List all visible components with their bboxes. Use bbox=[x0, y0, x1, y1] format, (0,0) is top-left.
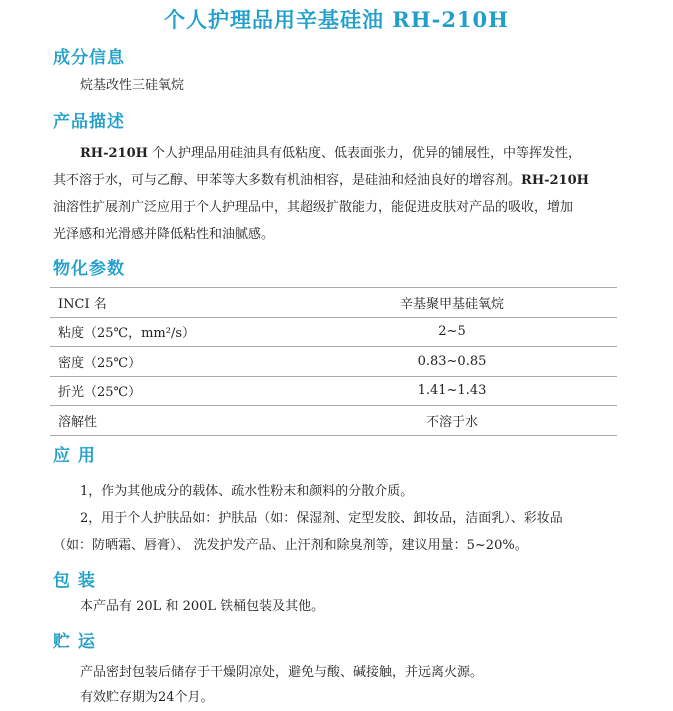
description-line-2-text: 其不溶于水，可与乙醇、甲苯等大多数有机油相容，是硅油和烃油良好的增容剂。 bbox=[53, 173, 522, 188]
table-row bbox=[50, 376, 617, 406]
description-line-1-text: 个人护理品用硅油具有低粘度、低表面张力，优异的铺展性，中等挥发性， bbox=[147, 146, 582, 161]
description-line-3: 油溶性扩展剂广泛应用于个人护理品中，其超级扩散能力，能促进皮肤对产品的吸收，增加 bbox=[53, 200, 574, 215]
storage-line-1: 产品密封包装后储存于干燥阴凉处，避免与酸、碱接触，并远离火源。 bbox=[80, 665, 484, 680]
table-row bbox=[50, 288, 617, 318]
param-label: 溶解性 bbox=[50, 406, 287, 436]
application-item-2-line-1: 2，用于个人护肤品如：护肤品（如：保湿剂、定型发胶、卸妆品，洁面乳）、彩妆品 bbox=[80, 511, 563, 526]
params-table bbox=[50, 287, 617, 436]
param-value: 辛基聚甲基硅氧烷 bbox=[287, 288, 617, 318]
heading-storage: 贮 运 bbox=[53, 632, 96, 652]
param-label: 折光（25℃） bbox=[50, 376, 287, 406]
description-line-4: 光泽感和光滑感并降低粘性和油腻感。 bbox=[53, 227, 275, 242]
heading-application: 应 用 bbox=[53, 446, 96, 466]
param-value: 2~5 bbox=[287, 317, 617, 347]
param-value: 0.83~0.85 bbox=[287, 347, 617, 377]
page-title: 个人护理品用辛基硅油 RH-210H bbox=[164, 7, 509, 32]
packaging-text: 本产品有 20L 和 200L 铁桶包装及其他。 bbox=[80, 599, 325, 614]
param-label: 密度（25℃） bbox=[50, 347, 287, 377]
param-label: INCI 名 bbox=[50, 288, 287, 318]
heading-description: 产品描述 bbox=[53, 112, 125, 132]
composition-text: 烷基改性三硅氧烷 bbox=[80, 78, 185, 93]
application-item-1: 1，作为其他成分的载体、疏水性粉末和颜料的分散介质。 bbox=[80, 484, 414, 499]
storage-line-2: 有效贮存期为24个月。 bbox=[80, 690, 214, 705]
table-row bbox=[50, 347, 617, 377]
heading-composition: 成分信息 bbox=[53, 48, 125, 68]
param-label: 粘度（25℃，mm²/s） bbox=[50, 317, 287, 347]
description-line-1 bbox=[80, 140, 581, 167]
table-row bbox=[50, 317, 617, 347]
param-value: 1.41~1.43 bbox=[287, 376, 617, 406]
application-item-2-line-2: （如：防晒霜、唇膏）、 洗发护发产品、止汗剂和除臭剂等，建议用量：5~20%。 bbox=[53, 538, 528, 553]
param-value: 不溶于水 bbox=[287, 406, 617, 436]
product-code: RH-210H bbox=[521, 173, 589, 188]
heading-params: 物化参数 bbox=[53, 259, 125, 279]
product-code: RH-210H bbox=[80, 146, 148, 161]
heading-packaging: 包 装 bbox=[53, 571, 96, 591]
description-line-2 bbox=[53, 167, 589, 194]
table-row bbox=[50, 406, 617, 436]
